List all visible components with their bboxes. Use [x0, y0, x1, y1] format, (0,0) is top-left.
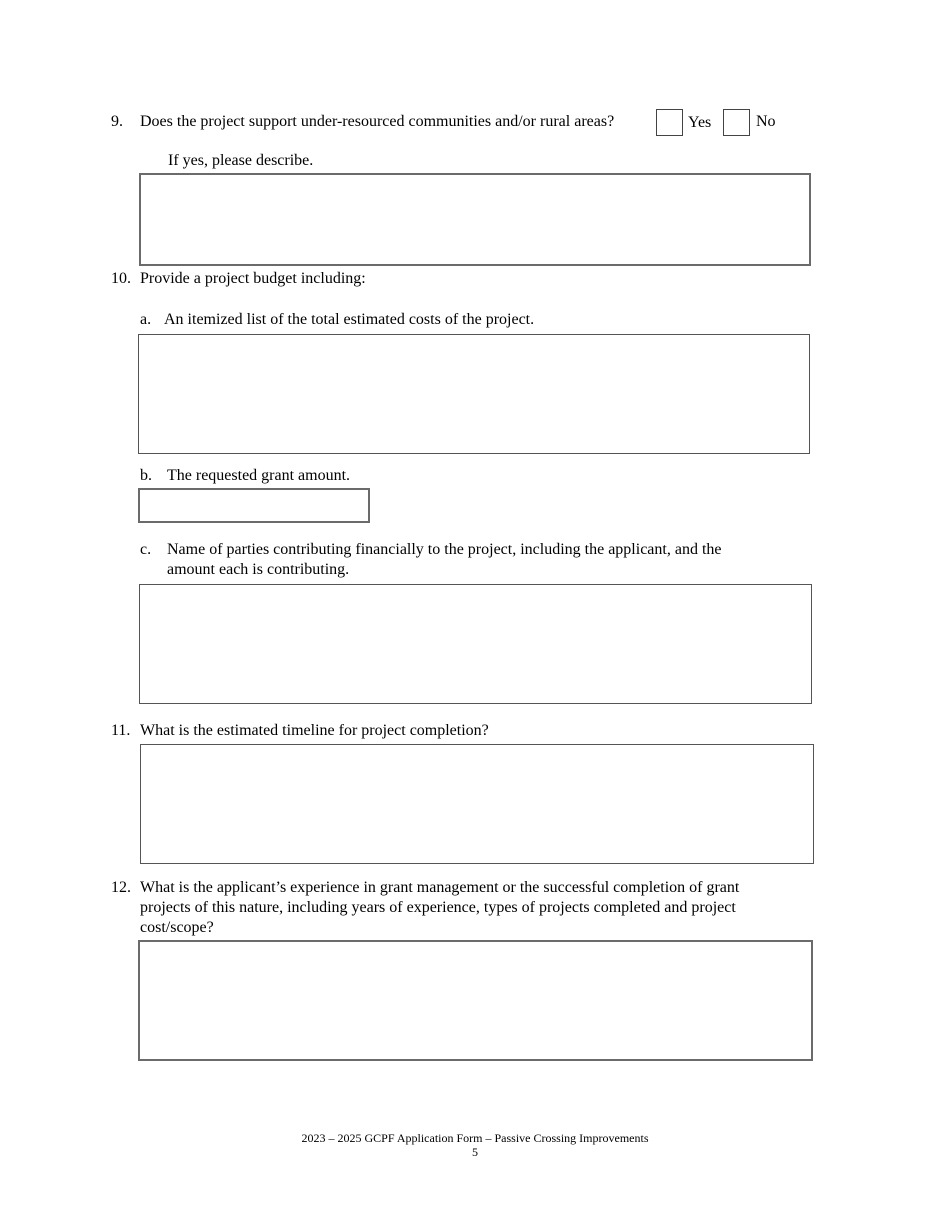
q12-question-line3: cost/scope? — [140, 919, 214, 936]
q10a-letter: a. — [140, 311, 152, 328]
q10a-text: An itemized list of the total estimated costs of the project. — [164, 311, 535, 328]
q10b-grant-amount-field[interactable] — [138, 488, 370, 523]
q10-question: Provide a project budget including: — [140, 270, 366, 287]
q9-yes-label: Yes — [688, 114, 712, 131]
q10b-letter: b. — [140, 467, 152, 484]
q11-question: What is the estimated timeline for project completion? — [140, 722, 489, 739]
q11-timeline-field[interactable] — [140, 744, 814, 864]
q11-number: 11. — [111, 722, 131, 739]
q9-question: Does the project support under-resourced communities and/or rural areas? — [140, 113, 615, 130]
q10c-text-line2: amount each is contributing. — [167, 561, 350, 578]
q10c-letter: c. — [140, 541, 152, 558]
q12-experience-field[interactable] — [138, 940, 813, 1061]
q10c-text-line1: Name of parties contributing financially to the project, including the applicant, and the — [167, 541, 722, 558]
q9-yes-checkbox[interactable] — [656, 109, 683, 136]
q10b-text: The requested grant amount. — [167, 467, 351, 484]
q10c-contributors-field[interactable] — [139, 584, 812, 704]
q9-description-field[interactable] — [139, 173, 811, 266]
footer-title: 2023 – 2025 GCPF Application Form – Passive Crossing Improvements — [301, 1131, 649, 1145]
q9-followup: If yes, please describe. — [168, 152, 314, 169]
q10a-itemized-costs-field[interactable] — [138, 334, 810, 454]
q9-no-label: No — [756, 113, 776, 130]
q12-question-line2: projects of this nature, including years of experience, types of projects completed and project — [140, 899, 736, 916]
q9-number: 9. — [111, 113, 123, 130]
page-number: 5 — [472, 1145, 478, 1159]
q10-number: 10. — [111, 270, 131, 287]
q9-no-checkbox[interactable] — [723, 109, 750, 136]
q12-question-line1: What is the applicant’s experience in grant management or the successful completion of grant — [140, 879, 740, 896]
q12-number: 12. — [111, 879, 131, 896]
